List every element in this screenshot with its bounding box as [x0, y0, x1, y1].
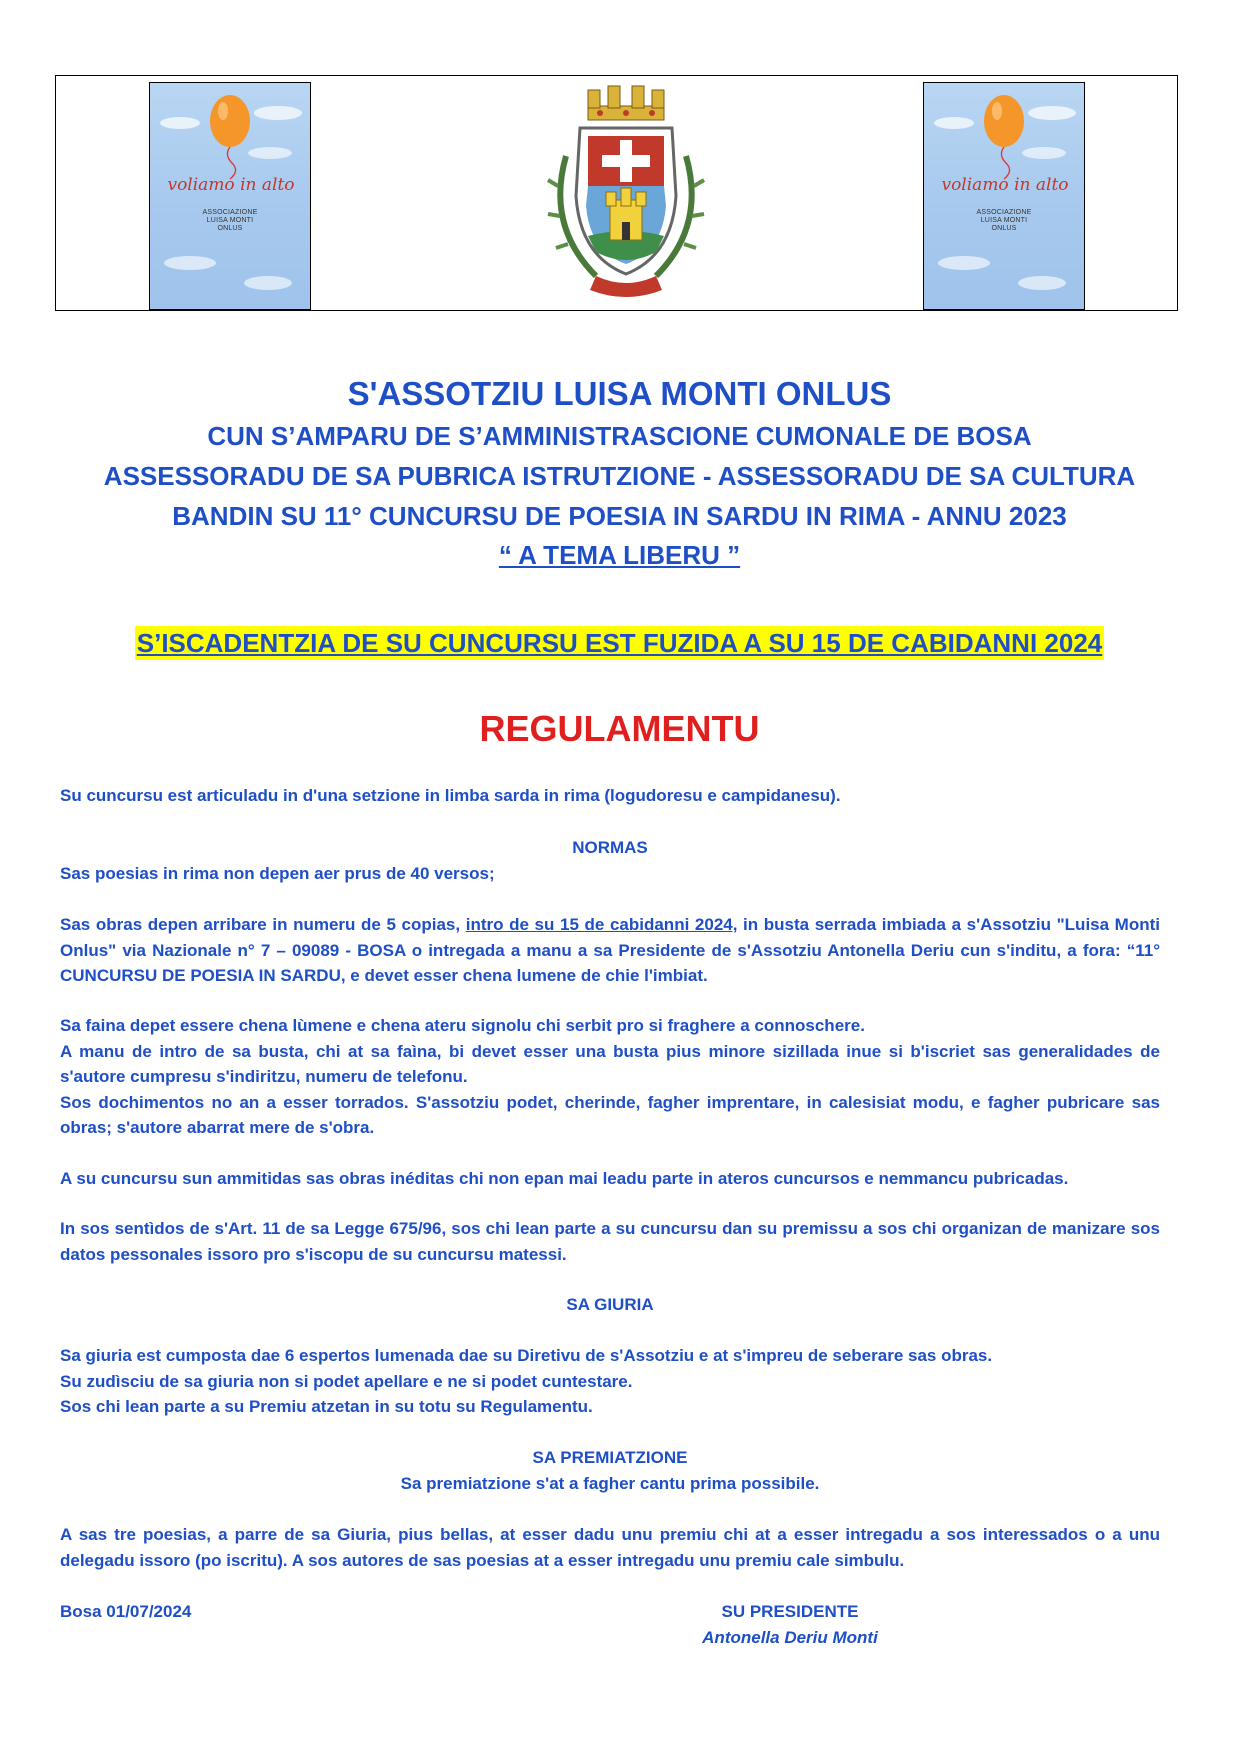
normas-paragraph-3: Sa faina depet essere chena lùmene e chena ateru signolu chi serbit pro si fraghere a connoschere. A manu de intro de sa busta, chi at sa faìna, bi devet esser una busta pius minore sizillada inue si b'iscriet sas generalidades de s'autore cumpresu s'indiritzu, numeru de telefonu. Sos dochimentos no an a esser torrados. S'assotziu podet, cherinde, fagher imprentare, in calesisiat modu, e fagher pubricare sas obras; s'autore abarrat mere de s'obra. [60, 1016, 1160, 1137]
deadline-banner [0, 625, 1239, 661]
title-block [0, 372, 1239, 575]
premiatzione-subheading: Sa premiatzione s'at a fagher cantu prima possibile. [400, 1474, 820, 1493]
department-line: ASSESSORADU DE SA PUBRICA ISTRUTZIONE - ASSESSORADU DE SA CULTURA [103, 461, 1136, 491]
sponsor-line: CUN S’AMPARU DE S’AMMINISTRASCIONE CUMONALE DE BOSA [207, 421, 1032, 451]
deadline-text: S’ISCADENTZIA DE SU CUNCURSU EST FUZIDA A SU 15 DE CABIDANNI 2024 [136, 628, 1103, 658]
bosa-coat-of-arms-icon [536, 76, 716, 310]
normas-paragraph-4: A su cuncursu sun ammitidas sas obras inéditas chi non epan mai leadu parte in ateros cuncursos e nemmancu pubricadas. [60, 1169, 1069, 1188]
premiatzione-paragraph: A sas tre poesias, a parre de sa Giuria, pius bellas, at esser dadu unu premiu chi at a esser intregadu a sos interessados o a unu delegadu issoro (po iscritu). A sos autores de sas poesias at a esser intregadu unu premiu cale simbulu. [60, 1525, 1160, 1570]
intro-paragraph: Su cuncursu est articuladu in d'una setzione in limba sarda in rima (logudoresu e campidanesu). [60, 786, 841, 805]
logo-slogan: voliamo in alto [941, 175, 1069, 195]
signer-title: SU PRESIDENTE [721, 1602, 859, 1621]
org-title: S'ASSOTZIU LUISA MONTI ONLUS [347, 375, 892, 412]
premiatzione-heading: SA PREMIATZIONE [532, 1448, 688, 1467]
balloon-icon [924, 83, 1085, 310]
normas-paragraph-2: Sas obras depen arribare in numeru de 5 copias, intro de su 15 de cabidanni 2024, in busta serrada imbiada a s'Assotziu "Luisa Monti Onlus" via Nazionale n° 7 – 09089 - BOSA o intregada a manu a sa Presidente de s'Assotziu Antonella Deriu cun s'inditu, a fora: “11° CUNCURSU DE POESIA IN SARDU, e devet esser chena lumene de chie l'imbiat. [60, 915, 1160, 985]
deadline-underlined: intro de su 15 de cabidanni 2024, [465, 915, 738, 934]
balloon-icon [150, 83, 311, 310]
normas-paragraph-1: Sas poesias in rima non depen aer prus de 40 versos; [60, 864, 495, 883]
regulation-title: REGULAMENTU [479, 708, 760, 749]
signer-name: Antonella Deriu Monti [702, 1628, 878, 1647]
privacy-paragraph: In sos sentìdos de s'Art. 11 de sa Legge 675/96, sos chi lean parte a su cuncursu dan su premissu a sos chi organizan de manizare sos datos pessonales issoro pro s'iscopu de su cuncursu matessi. [60, 1219, 1160, 1264]
logo-org-name: ASSOCIAZIONE LUISA MONTI ONLUS [976, 209, 1032, 232]
giuria-heading: SA GIURIA [566, 1295, 654, 1314]
association-logo-left [149, 82, 311, 310]
contest-title: BANDIN SU 11° CUNCURSU DE POESIA IN SARDU IN RIMA - ANNU 2023 [172, 501, 1067, 531]
logo-org-name: ASSOCIAZIONE LUISA MONTI ONLUS [202, 209, 258, 232]
place-date: Bosa 01/07/2024 [60, 1602, 192, 1621]
theme-title: “ A TEMA LIBERU ” [498, 540, 741, 570]
header-box [55, 75, 1178, 311]
normas-heading: NORMAS [572, 838, 648, 857]
logo-slogan: voliamo in alto [167, 175, 295, 195]
association-logo-right [923, 82, 1085, 310]
giuria-paragraph: Sa giuria est cumposta dae 6 espertos lumenada dae su Diretivu de s'Assotziu e at s'impreu de seberare sas obras. Su zudìsciu de sa giuria non si podet apellare e ne si podet cuntestare. Sos chi lean parte a su Premiu atzetan in su totu su Regulamentu. [60, 1346, 993, 1416]
